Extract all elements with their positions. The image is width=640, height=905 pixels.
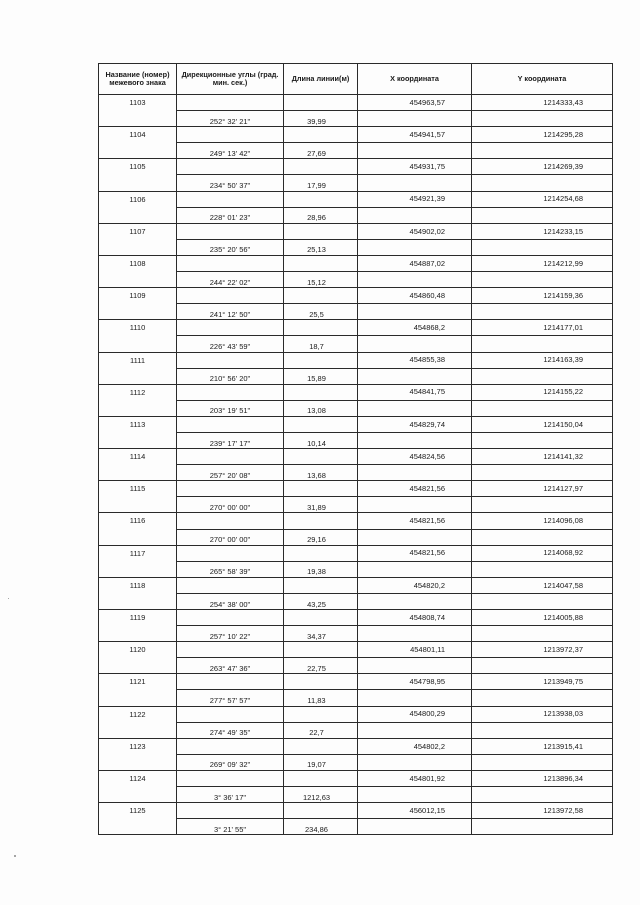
point-name: 1108	[99, 255, 177, 271]
length-cell-empty	[284, 545, 358, 561]
point-name: 1120	[99, 642, 177, 658]
length-cell-empty	[284, 449, 358, 465]
angle-cell-empty	[177, 770, 284, 786]
directional-angle: 277° 57' 57"	[177, 690, 284, 706]
table-row	[99, 272, 613, 288]
length-cell-empty	[284, 191, 358, 207]
survey-table-body	[99, 95, 613, 835]
directional-angle: 265° 58' 39"	[177, 561, 284, 577]
x-coordinate: 454941,57	[358, 127, 472, 143]
table-row	[99, 610, 613, 626]
x-coordinate-empty	[358, 754, 472, 770]
y-coordinate-empty	[472, 111, 613, 127]
x-coordinate-empty	[358, 593, 472, 609]
point-name-spacer	[99, 304, 177, 320]
x-coordinate-empty	[358, 722, 472, 738]
x-coordinate: 454921,39	[358, 191, 472, 207]
angle-cell-empty	[177, 642, 284, 658]
table-row	[99, 191, 613, 207]
angle-cell-empty	[177, 95, 284, 111]
y-coordinate: 1213938,03	[472, 706, 613, 722]
table-row	[99, 787, 613, 803]
table-row	[99, 288, 613, 304]
y-coordinate: 1214233,15	[472, 223, 613, 239]
table-row	[99, 593, 613, 609]
angle-cell-empty	[177, 738, 284, 754]
point-name-spacer	[99, 497, 177, 513]
y-coordinate-empty	[472, 722, 613, 738]
point-name: 1123	[99, 738, 177, 754]
boundary-survey-table	[98, 63, 613, 835]
y-coordinate: 1213896,34	[472, 770, 613, 786]
x-coordinate: 454829,74	[358, 416, 472, 432]
x-coordinate-empty	[358, 175, 472, 191]
table-header-row	[99, 64, 613, 95]
directional-angle: 249° 13' 42"	[177, 143, 284, 159]
point-name: 1116	[99, 513, 177, 529]
length-cell-empty	[284, 159, 358, 175]
y-coordinate-empty	[472, 658, 613, 674]
length-cell-empty	[284, 352, 358, 368]
table-row	[99, 143, 613, 159]
length-cell-empty	[284, 803, 358, 819]
length-cell-empty	[284, 610, 358, 626]
line-length: 13,68	[284, 465, 358, 481]
x-coordinate-empty	[358, 690, 472, 706]
x-coordinate: 456012,15	[358, 803, 472, 819]
point-name: 1103	[99, 95, 177, 111]
line-length: 29,16	[284, 529, 358, 545]
angle-cell-empty	[177, 674, 284, 690]
line-length: 18,7	[284, 336, 358, 352]
length-cell-empty	[284, 481, 358, 497]
directional-angle: 226° 43' 59"	[177, 336, 284, 352]
directional-angle: 235° 20' 56"	[177, 239, 284, 255]
line-length: 10,14	[284, 432, 358, 448]
line-length: 234,86	[284, 819, 358, 835]
directional-angle: 3° 36' 17"	[177, 787, 284, 803]
length-cell-empty	[284, 320, 358, 336]
table-row	[99, 626, 613, 642]
table-row	[99, 561, 613, 577]
line-length: 28,96	[284, 207, 358, 223]
angle-cell-empty	[177, 288, 284, 304]
table-row	[99, 368, 613, 384]
y-coordinate: 1214269,39	[472, 159, 613, 175]
table-row	[99, 481, 613, 497]
x-coordinate: 454820,2	[358, 577, 472, 593]
x-coordinate: 454841,75	[358, 384, 472, 400]
table-row	[99, 95, 613, 111]
x-coordinate: 454821,56	[358, 513, 472, 529]
table-row	[99, 674, 613, 690]
y-coordinate: 1214295,28	[472, 127, 613, 143]
x-coordinate: 454798,95	[358, 674, 472, 690]
x-coordinate-empty	[358, 304, 472, 320]
y-coordinate-empty	[472, 465, 613, 481]
angle-cell-empty	[177, 352, 284, 368]
directional-angle: 274° 49' 35"	[177, 722, 284, 738]
x-coordinate: 454801,11	[358, 642, 472, 658]
y-coordinate: 1214155,22	[472, 384, 613, 400]
point-name-spacer	[99, 175, 177, 191]
y-coordinate-empty	[472, 529, 613, 545]
length-cell-empty	[284, 288, 358, 304]
length-cell-empty	[284, 384, 358, 400]
table-row	[99, 738, 613, 754]
y-coordinate: 1214212,99	[472, 255, 613, 271]
table-row	[99, 706, 613, 722]
y-coordinate: 1214141,32	[472, 449, 613, 465]
angle-cell-empty	[177, 191, 284, 207]
point-name: 1121	[99, 674, 177, 690]
angle-cell-empty	[177, 223, 284, 239]
x-coordinate-empty	[358, 432, 472, 448]
header-y-coordinate: Y координата	[472, 64, 613, 95]
y-coordinate: 1213972,37	[472, 642, 613, 658]
x-coordinate-empty	[358, 368, 472, 384]
x-coordinate: 454801,92	[358, 770, 472, 786]
y-coordinate-empty	[472, 207, 613, 223]
table-row	[99, 658, 613, 674]
point-name-spacer	[99, 272, 177, 288]
directional-angle: 234° 50' 37"	[177, 175, 284, 191]
y-coordinate: 1213949,75	[472, 674, 613, 690]
header-point-name: Название (номер) межевого знака	[99, 64, 177, 95]
x-coordinate-empty	[358, 497, 472, 513]
x-coordinate: 454963,57	[358, 95, 472, 111]
point-name: 1105	[99, 159, 177, 175]
x-coordinate-empty	[358, 529, 472, 545]
point-name-spacer	[99, 465, 177, 481]
point-name-spacer	[99, 368, 177, 384]
point-name-spacer	[99, 400, 177, 416]
line-length: 31,89	[284, 497, 358, 513]
length-cell-empty	[284, 95, 358, 111]
header-line-length: Длина линии(м)	[284, 64, 358, 95]
table-row	[99, 803, 613, 819]
x-coordinate-empty	[358, 787, 472, 803]
y-coordinate: 1214068,92	[472, 545, 613, 561]
point-name-spacer	[99, 529, 177, 545]
angle-cell-empty	[177, 159, 284, 175]
y-coordinate-empty	[472, 175, 613, 191]
line-length: 34,37	[284, 626, 358, 642]
x-coordinate-empty	[358, 111, 472, 127]
header-x-coordinate: X координата	[358, 64, 472, 95]
angle-cell-empty	[177, 416, 284, 432]
y-coordinate-empty	[472, 400, 613, 416]
angle-cell-empty	[177, 803, 284, 819]
directional-angle: 228° 01' 23"	[177, 207, 284, 223]
directional-angle: 269° 09' 32"	[177, 754, 284, 770]
point-name: 1104	[99, 127, 177, 143]
table-row	[99, 400, 613, 416]
length-cell-empty	[284, 127, 358, 143]
angle-cell-empty	[177, 481, 284, 497]
y-coordinate-empty	[472, 561, 613, 577]
y-coordinate: 1214096,08	[472, 513, 613, 529]
point-name-spacer	[99, 336, 177, 352]
x-coordinate: 454855,38	[358, 352, 472, 368]
line-length: 15,89	[284, 368, 358, 384]
y-coordinate-empty	[472, 690, 613, 706]
line-length: 22,7	[284, 722, 358, 738]
table-row	[99, 416, 613, 432]
x-coordinate: 454808,74	[358, 610, 472, 626]
y-coordinate: 1214005,88	[472, 610, 613, 626]
point-name: 1110	[99, 320, 177, 336]
point-name: 1125	[99, 803, 177, 819]
line-length: 13,08	[284, 400, 358, 416]
point-name-spacer	[99, 239, 177, 255]
point-name-spacer	[99, 593, 177, 609]
y-coordinate: 1214150,04	[472, 416, 613, 432]
point-name: 1106	[99, 191, 177, 207]
angle-cell-empty	[177, 610, 284, 626]
x-coordinate: 454868,2	[358, 320, 472, 336]
y-coordinate: 1214177,01	[472, 320, 613, 336]
point-name: 1114	[99, 449, 177, 465]
y-coordinate: 1214333,43	[472, 95, 613, 111]
y-coordinate: 1214127,97	[472, 481, 613, 497]
x-coordinate: 454821,56	[358, 481, 472, 497]
point-name: 1118	[99, 577, 177, 593]
line-length: 19,38	[284, 561, 358, 577]
directional-angle: 210° 56' 20"	[177, 368, 284, 384]
directional-angle: 270° 00' 00"	[177, 529, 284, 545]
y-coordinate-empty	[472, 497, 613, 513]
point-name-spacer	[99, 561, 177, 577]
angle-cell-empty	[177, 449, 284, 465]
x-coordinate: 454800,29	[358, 706, 472, 722]
line-length: 17,99	[284, 175, 358, 191]
line-length: 25,5	[284, 304, 358, 320]
table-row	[99, 642, 613, 658]
x-coordinate-empty	[358, 272, 472, 288]
y-coordinate: 1214047,58	[472, 577, 613, 593]
directional-angle: 270° 00' 00"	[177, 497, 284, 513]
line-length: 11,83	[284, 690, 358, 706]
table-row	[99, 304, 613, 320]
point-name: 1111	[99, 352, 177, 368]
table-row	[99, 819, 613, 835]
x-coordinate-empty	[358, 336, 472, 352]
x-coordinate-empty	[358, 143, 472, 159]
point-name-spacer	[99, 626, 177, 642]
point-name-spacer	[99, 432, 177, 448]
y-coordinate-empty	[472, 304, 613, 320]
table-row	[99, 336, 613, 352]
table-row	[99, 352, 613, 368]
y-coordinate-empty	[472, 272, 613, 288]
y-coordinate: 1214163,39	[472, 352, 613, 368]
x-coordinate-empty	[358, 626, 472, 642]
x-coordinate-empty	[358, 561, 472, 577]
table-row	[99, 513, 613, 529]
y-coordinate: 1214254,68	[472, 191, 613, 207]
table-row	[99, 223, 613, 239]
x-coordinate: 454931,75	[358, 159, 472, 175]
point-name-spacer	[99, 143, 177, 159]
point-name-spacer	[99, 787, 177, 803]
line-length: 22,75	[284, 658, 358, 674]
x-coordinate-empty	[358, 658, 472, 674]
point-name: 1113	[99, 416, 177, 432]
table-row	[99, 497, 613, 513]
line-length: 27,69	[284, 143, 358, 159]
line-length: 43,25	[284, 593, 358, 609]
y-coordinate-empty	[472, 787, 613, 803]
table-row	[99, 207, 613, 223]
y-coordinate: 1213915,41	[472, 738, 613, 754]
line-length: 39,99	[284, 111, 358, 127]
y-coordinate-empty	[472, 819, 613, 835]
directional-angle: 254° 38' 00"	[177, 593, 284, 609]
table-row	[99, 754, 613, 770]
point-name-spacer	[99, 658, 177, 674]
x-coordinate: 454902,02	[358, 223, 472, 239]
y-coordinate-empty	[472, 143, 613, 159]
table-row	[99, 384, 613, 400]
point-name-spacer	[99, 819, 177, 835]
line-length: 19,07	[284, 754, 358, 770]
table-row	[99, 770, 613, 786]
x-coordinate: 454802,2	[358, 738, 472, 754]
point-name: 1109	[99, 288, 177, 304]
directional-angle: 239° 17' 17"	[177, 432, 284, 448]
scan-speck	[14, 855, 16, 857]
y-coordinate-empty	[472, 368, 613, 384]
directional-angle: 257° 20' 08"	[177, 465, 284, 481]
length-cell-empty	[284, 642, 358, 658]
point-name: 1122	[99, 706, 177, 722]
point-name-spacer	[99, 754, 177, 770]
point-name: 1117	[99, 545, 177, 561]
y-coordinate-empty	[472, 432, 613, 448]
length-cell-empty	[284, 513, 358, 529]
directional-angle: 257° 10' 22"	[177, 626, 284, 642]
table-row	[99, 320, 613, 336]
point-name-spacer	[99, 207, 177, 223]
x-coordinate: 454887,02	[358, 255, 472, 271]
y-coordinate-empty	[472, 239, 613, 255]
directional-angle: 263° 47' 36"	[177, 658, 284, 674]
scan-speck	[8, 598, 9, 599]
header-directional-angle: Дирекционные углы (град. мин. сек.)	[177, 64, 284, 95]
table-row	[99, 690, 613, 706]
x-coordinate: 454821,56	[358, 545, 472, 561]
point-name-spacer	[99, 111, 177, 127]
length-cell-empty	[284, 416, 358, 432]
angle-cell-empty	[177, 320, 284, 336]
x-coordinate: 454860,48	[358, 288, 472, 304]
table-row	[99, 449, 613, 465]
table-row	[99, 465, 613, 481]
angle-cell-empty	[177, 706, 284, 722]
angle-cell-empty	[177, 255, 284, 271]
directional-angle: 3° 21' 55"	[177, 819, 284, 835]
point-name: 1124	[99, 770, 177, 786]
table-row	[99, 175, 613, 191]
point-name: 1115	[99, 481, 177, 497]
table-row	[99, 432, 613, 448]
angle-cell-empty	[177, 545, 284, 561]
table-row	[99, 255, 613, 271]
line-length: 25,13	[284, 239, 358, 255]
table-row	[99, 577, 613, 593]
angle-cell-empty	[177, 384, 284, 400]
point-name-spacer	[99, 722, 177, 738]
line-length: 1212,63	[284, 787, 358, 803]
x-coordinate-empty	[358, 819, 472, 835]
x-coordinate: 454824,56	[358, 449, 472, 465]
angle-cell-empty	[177, 127, 284, 143]
angle-cell-empty	[177, 513, 284, 529]
table-row	[99, 722, 613, 738]
y-coordinate-empty	[472, 754, 613, 770]
table-row	[99, 545, 613, 561]
table-row	[99, 529, 613, 545]
length-cell-empty	[284, 223, 358, 239]
x-coordinate-empty	[358, 239, 472, 255]
y-coordinate: 1213972,58	[472, 803, 613, 819]
y-coordinate-empty	[472, 626, 613, 642]
length-cell-empty	[284, 674, 358, 690]
directional-angle: 244° 22' 02"	[177, 272, 284, 288]
x-coordinate-empty	[358, 207, 472, 223]
x-coordinate-empty	[358, 465, 472, 481]
directional-angle: 241° 12' 50"	[177, 304, 284, 320]
line-length: 15,12	[284, 272, 358, 288]
table-row	[99, 111, 613, 127]
point-name: 1112	[99, 384, 177, 400]
table-row	[99, 239, 613, 255]
length-cell-empty	[284, 577, 358, 593]
y-coordinate-empty	[472, 593, 613, 609]
angle-cell-empty	[177, 577, 284, 593]
y-coordinate-empty	[472, 336, 613, 352]
directional-angle: 203° 19' 51"	[177, 400, 284, 416]
x-coordinate-empty	[358, 400, 472, 416]
length-cell-empty	[284, 255, 358, 271]
length-cell-empty	[284, 770, 358, 786]
directional-angle: 252° 32' 21"	[177, 111, 284, 127]
length-cell-empty	[284, 706, 358, 722]
y-coordinate: 1214159,36	[472, 288, 613, 304]
point-name: 1107	[99, 223, 177, 239]
point-name: 1119	[99, 610, 177, 626]
table-row	[99, 159, 613, 175]
point-name-spacer	[99, 690, 177, 706]
table-row	[99, 127, 613, 143]
length-cell-empty	[284, 738, 358, 754]
